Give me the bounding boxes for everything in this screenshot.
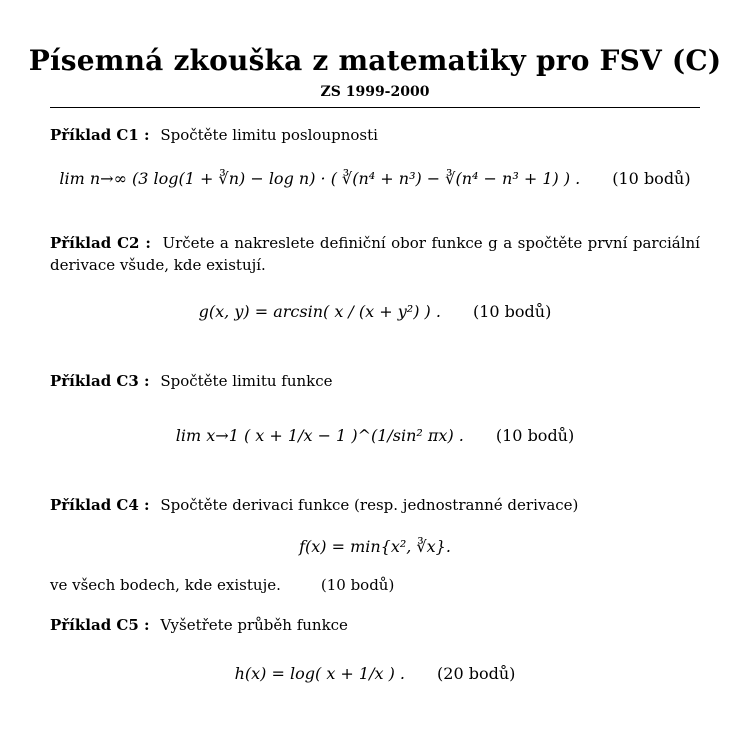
example-c1-text: Spočtěte limitu posloupnosti — [160, 126, 378, 144]
example-c2-text: Určete a nakreslete definiční obor funkce g a spočtěte první parciální derivace všude, kde existují. — [50, 234, 700, 274]
example-c4-continuation: ve všech bodech, kde existuje. — [50, 576, 281, 594]
example-c4-formula: f(x) = min{x², ∛x}. — [299, 537, 451, 556]
example-c2-label: Příklad C2 : — [50, 234, 151, 252]
example-c1-points: (10 bodů) — [612, 169, 691, 188]
example-c4-label: Příklad C4 : — [50, 496, 150, 514]
example-c5-statement — [50, 614, 700, 636]
example-c3-formula: lim x→1 ( x + 1/x − 1 )^(1/sin² πx) . — [175, 426, 464, 445]
example-c4-text: Spočtěte derivaci funkce (resp. jednostranné derivace) — [160, 496, 579, 514]
example-c3-label: Příklad C3 : — [50, 372, 150, 390]
example-c1-formula: lim n→∞ (3 log(1 + ∛n) − log n) · ( ∛(n⁴ + n³) − ∛(n⁴ − n³ + 1) ) . — [59, 169, 581, 188]
title-divider — [50, 107, 700, 108]
example-c1-label: Příklad C1 : — [50, 126, 150, 144]
example-c5-formula-row — [50, 662, 700, 686]
example-c4-statement — [50, 494, 700, 516]
example-c2-formula: g(x, y) = arcsin( x / (x + y²) ) . — [198, 302, 441, 321]
example-c3-text: Spočtěte limitu funkce — [160, 372, 333, 390]
example-c5-text: Vyšetřete průběh funkce — [160, 616, 348, 634]
example-c3-points: (10 bodů) — [495, 426, 575, 445]
example-c3-statement — [50, 370, 700, 392]
example-c5-label: Příklad C5 : — [50, 616, 150, 634]
example-c4-formula-row — [50, 535, 700, 559]
example-c5-formula: h(x) = log( x + 1/x ) . — [234, 664, 406, 683]
example-c2-points: (10 bodů) — [472, 302, 552, 321]
example-c1-statement — [50, 124, 700, 146]
document-subtitle: ZS 1999-2000 — [320, 84, 430, 100]
example-c2-formula-row — [50, 300, 700, 324]
example-c2-statement — [50, 232, 700, 276]
example-c1-formula-row — [50, 167, 700, 191]
example-c4-continuation-row — [50, 576, 700, 594]
document-title: Písemná zkouška z matematiky pro FSV (C) — [28, 44, 722, 77]
example-c5-points: (20 bodů) — [437, 664, 516, 683]
example-c4-points: (10 bodů) — [320, 576, 395, 594]
example-c3-formula-row — [50, 424, 700, 448]
